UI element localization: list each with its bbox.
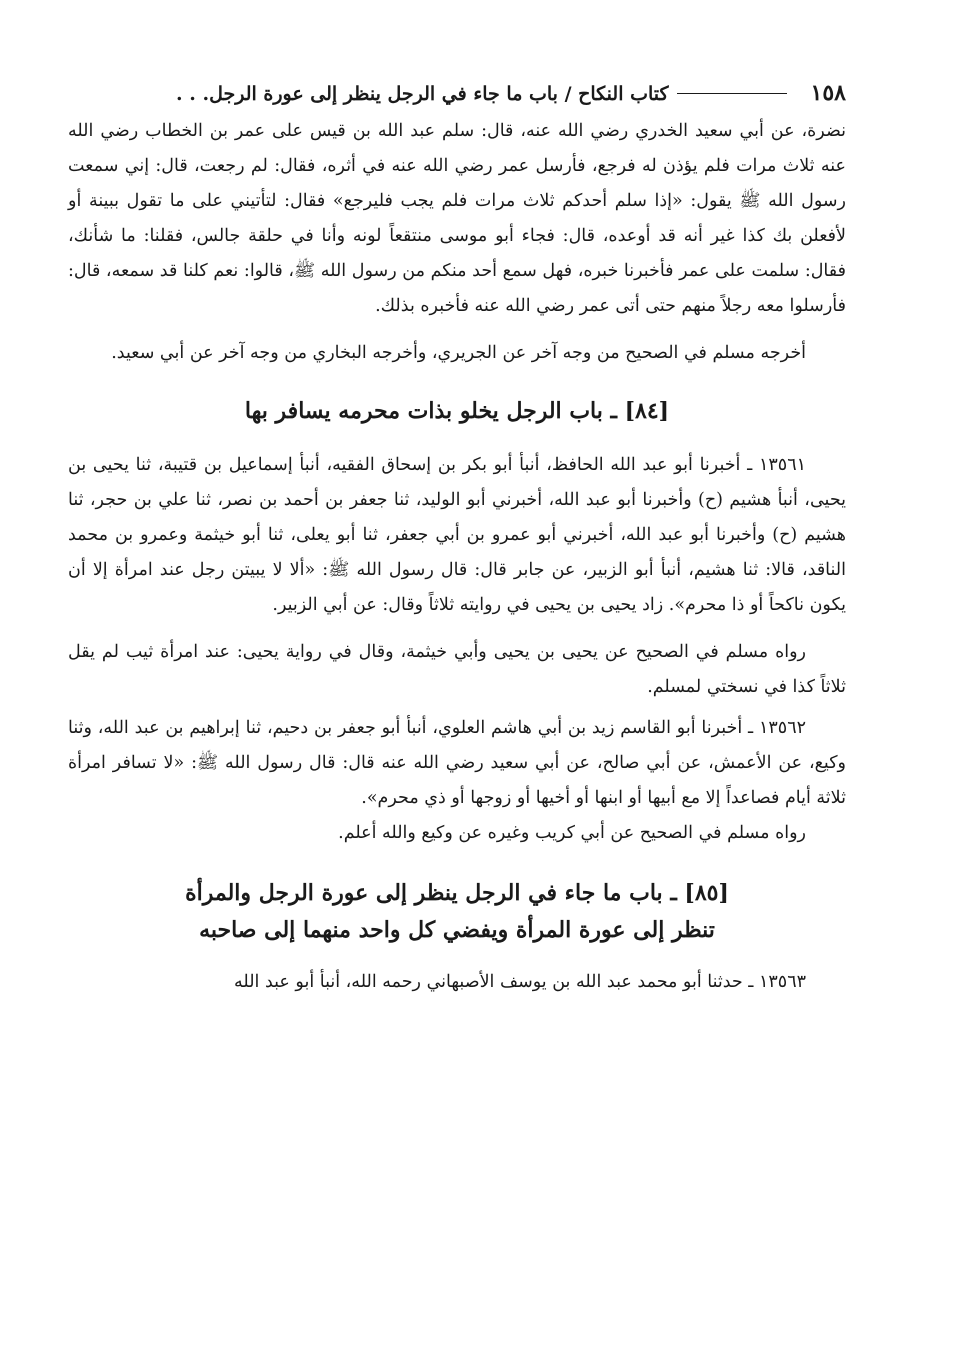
hadith-13563: ١٣٥٦٣ ـ حدثنا أبو محمد عبد الله بن يوسف الأصبهاني رحمه الله، أنبأ أبو عبد الله [234,972,806,992]
takhrij-note: رواه مسلم في الصحيح عن يحيى بن يحيى وأبي خيثمة، وقال في رواية يحيى: عند امرأة ثيب لم يقل ثلاثاً كذا في نسختي لمسلم. [68,642,846,697]
running-header [68,80,846,114]
chapter-heading-85 [68,875,846,949]
page-number: ١٥٨ [810,80,846,106]
takhrij-note: أخرجه مسلم في الصحيح من وجه آخر عن الجريري، وأخرجه البخاري من وجه آخر عن أبي سعيد. [111,343,806,363]
hadith-continuation: نضرة، عن أبي سعيد الخدري رضي الله عنه، قال: سلم عبد الله بن قيس على عمر بن الخطاب رضي الله عنه ثلاث مرات فلم يؤذن له فرجع، فأرسل عمر رضي الله عنه في أثره، فقال: لم رجعت، قال: إني سمعت رسول الله ﷺ يقول: «إذا سلم أحدكم ثلاث مرات فلم يجب فليرجع» فقال: لتأتيني على ما تقول ببينة أو لأفعلن بك كذا غير أنه قد أوعده، قال: فجاء أبو موسى منتقعاً لونه وأنا في حلقة جالس، فقلنا: ما شأنك، فقال: سلمت على عمر فأخبرنا خبره، فهل سمع أحد منكم من رسول الله ﷺ، قالوا: نعم كلنا قد سمعه، قال: فأرسلوا معه رجلاً منهم حتى أتى عمر رضي الله عنه فأخبره بذلك. [68,121,846,316]
book-page [68,80,846,1000]
chapter-heading-line: تنظر إلى عورة المرأة ويفضي كل واحد منهما إلى صاحبه [199,917,715,943]
hadith-13561: ١٣٥٦١ ـ أخبرنا أبو عبد الله الحافظ، أنبأ أبو بكر بن إسحاق الفقيه، أنبأ إسماعيل بن قتيبة، ثنا يحيى بن يحيى، أنبأ هشيم (ح) وأخبرنا أبو عبد الله، أخبرني أبو الوليد، ثنا جعفر بن أحمد بن نصر، ثنا علي بن حجر، ثنا هشيم (ح) وأخبرنا أبو عبد الله، أخبرني أبو عمرو بن أبي جعفر، ثنا أبو يعلى، ثنا أبو خيثمة وعمرو بن محمد الناقد، قالا: ثنا هشيم، أنبأ أبو الزبير، عن جابر قال: قال رسول الله ﷺ: «ألا لا يبيتن رجل عند امرأة إلا أن يكون ناكحاً أو ذا محرم». زاد يحيى بن يحيى في روايته ثلاثاً وقال: عن أبي الزبير. [68,455,846,615]
header-rule [677,93,787,94]
hadith-13562: ١٣٥٦٢ ـ أخبرنا أبو القاسم زيد بن أبي هاشم العلوي، أنبأ أبو جعفر بن دحيم، ثنا إبراهيم بن عبد الله، وثنا وكيع، عن الأعمش، عن أبي صالح، عن أبي سعيد رضي الله عنه قال: قال رسول الله ﷺ: «لا تسافر امرأة ثلاثة أيام فصاعداً إلا مع أبيها أو ابنها أو أخيها أو زوجها أو ذي محرم». [68,718,846,808]
running-title: كتاب النكاح / باب ما جاء في الرجل ينظر إلى عورة الرجل. . . [176,83,669,105]
chapter-heading-line: [٨٥] ـ باب ما جاء في الرجل ينظر إلى عورة الرجل والمرأة [185,880,729,906]
chapter-heading-84: [٨٤] ـ باب الرجل يخلو بذات محرمه يسافر بها [244,398,670,424]
takhrij-note: رواه مسلم في الصحيح عن أبي كريب وغيره عن وكيع والله أعلم. [338,823,806,843]
